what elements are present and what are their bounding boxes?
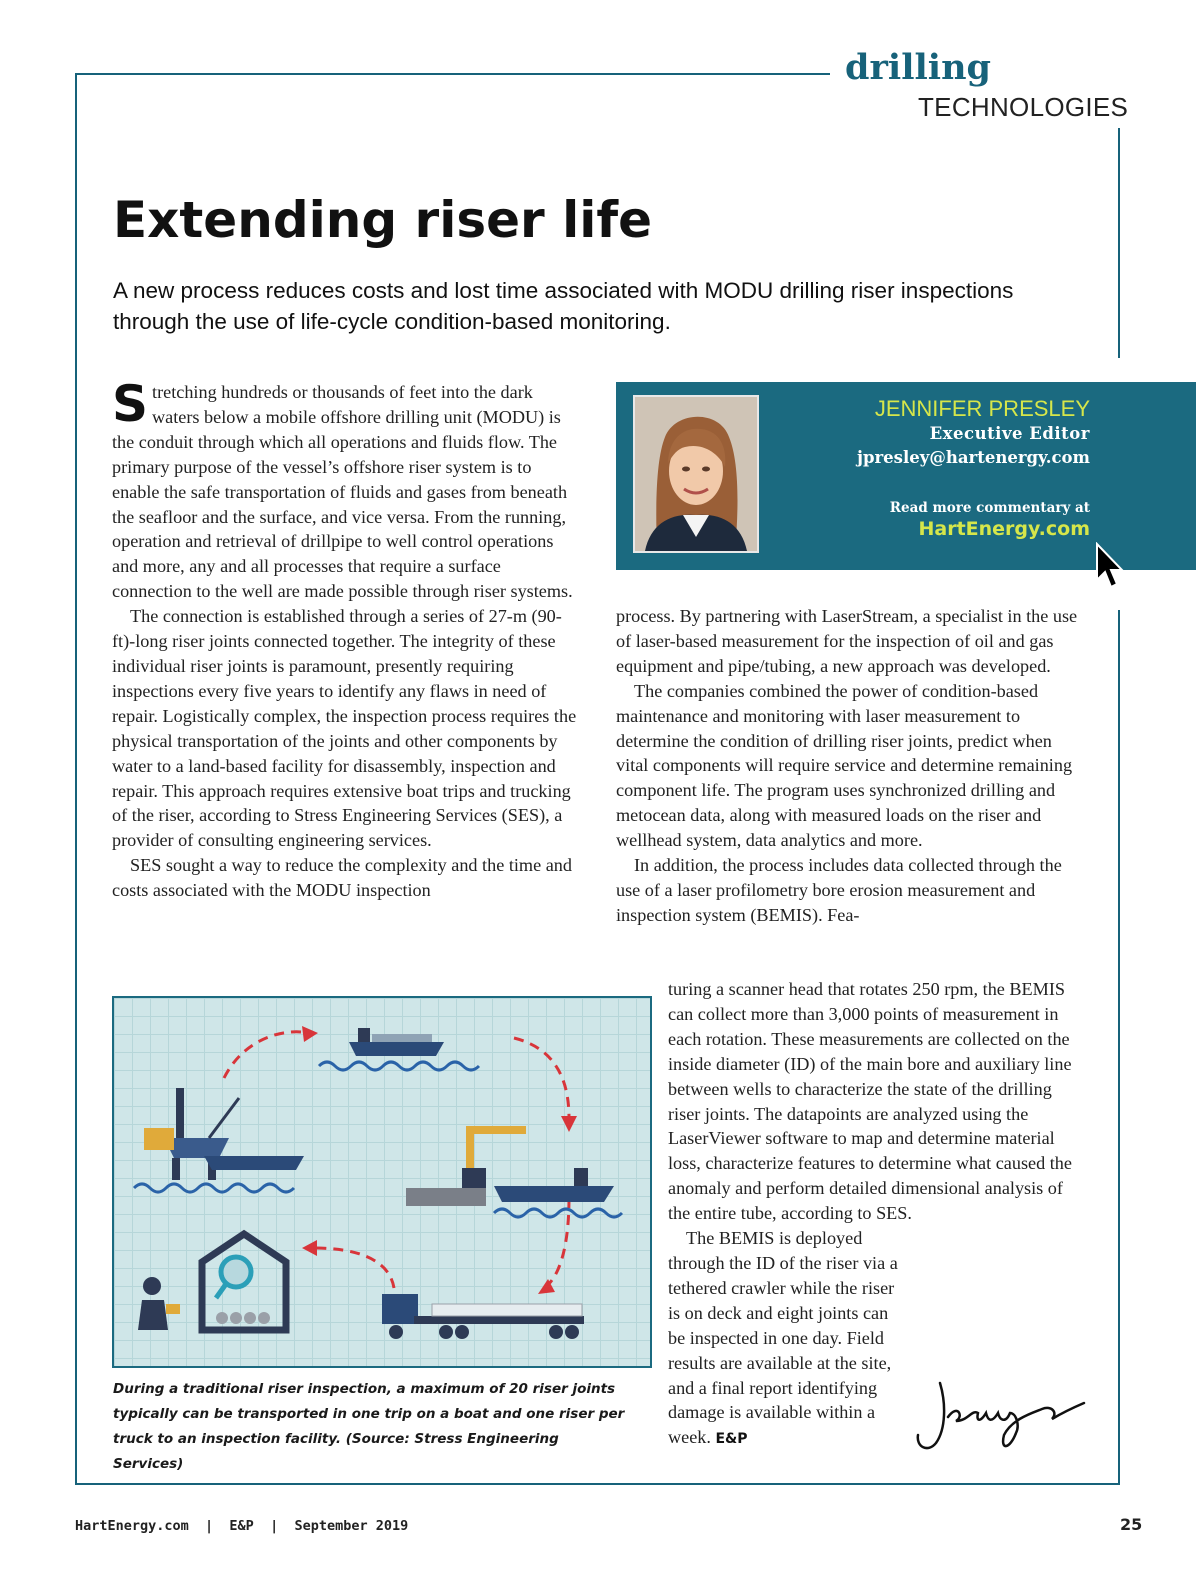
page-footer: HartEnergy.com | E&P | September 2019 (75, 1518, 409, 1534)
figure-caption: During a traditional riser inspection, a maximum of 20 riser joints typically can be transported in one trip on a boat and one riser per truck to an inspection facility. (Source: Stress Engineering Services) (113, 1381, 625, 1472)
body-column-left (112, 375, 580, 903)
author-name: JENNIFER PRESLEY (874, 396, 1090, 421)
body-column-middle (616, 604, 1082, 928)
port-crane (406, 1126, 622, 1217)
section-label: drilling (845, 47, 992, 88)
author-portrait-graphic (635, 397, 757, 551)
paragraph-2: The connection is established through a series of 27-m (90-ft)-long riser joints connected together. The integrity of these individual riser joints is paramount, presently requiring inspections every five years to identify any flaws in need of repair. Logistically complex, the inspection process requires the physical transportation of the joints and other components by water to a land-based facility for disassembly, inspection and repair. This approach requires extensive boat trips and trucking of the riser, according to Stress Engineering Services (SES), a provider of consulting engineering services. (112, 606, 577, 851)
signature-graphic (912, 1373, 1097, 1458)
frame-rule-right-lower (1118, 610, 1120, 1485)
paragraph-4: The companies combined the power of condition-based maintenance and monitoring with laser measurement to determine the condition of drilling riser joints, predict when vital components will require service and determine remaining component life. The program uses synchronized drilling and metocean data, along with measured loads on the riser and wellhead system, data analytics and more. (616, 680, 1073, 851)
section-sublabel: TECHNOLOGIES (918, 92, 1129, 122)
paragraph-5-continued: turing a scanner head that rotates 250 rpm, the BEMIS can collect more than 3,000 points of measurement in each rotation. These measurements are collected on the inside diameter (ID) of the main bore and auxiliary line between wells to characterize the state of the drilling riser joints. The datapoints are analyzed using the LaserViewer software to map and determine material loss, characterize features to determine what caused the anomaly and perform detailed dimensional analysis of the entire tube, according to SES. (668, 979, 1072, 1224)
paragraph-6-text: The BEMIS is deployed through the ID of the riser via a tethered crawler while the riser is on deck and eight joints can be inspected in one day. Field results are available at the site, and a final report identifying damage is available within a week. (668, 1228, 898, 1448)
author-photo (633, 395, 759, 553)
transport-truck (382, 1294, 584, 1339)
offshore-rig (134, 1088, 304, 1192)
end-mark: E&P (715, 1431, 748, 1448)
deck: A new process reduces costs and lost time associated with MODU drilling riser inspections through the use of life-cycle condition-based monitoring. (113, 278, 1014, 334)
inspection-facility (138, 1234, 286, 1330)
paragraph-3-continued: process. By partnering with LaserStream, a specialist in the use of laser-based measurement for the inspection of oil and gas equipment and pipe/tubing, a new approach was developed. (616, 606, 1078, 676)
supply-vessel-top (319, 1028, 479, 1070)
website-link[interactable]: HartEnergy.com (918, 518, 1090, 540)
headline: Extending riser life (113, 191, 653, 249)
author-role: Executive Editor (929, 424, 1090, 443)
paragraph-1 (112, 375, 580, 604)
riser-transport-diagram (114, 998, 650, 1366)
frame-rule-bottom (75, 1483, 1120, 1485)
read-more-label: Read more commentary at (889, 500, 1090, 516)
mouse-cursor-icon (1094, 542, 1124, 592)
paragraph-5: In addition, the process includes data collected through the use of a laser profilometry bore erosion measurement and inspection system (BEMIS). Fea- (616, 855, 1062, 925)
frame-rule-right-upper (1118, 128, 1120, 358)
frame-rule-top (75, 73, 830, 75)
figure-illustration (112, 996, 652, 1368)
paragraph-3: SES sought a way to reduce the complexity and the time and costs associated with the MODU inspection (112, 855, 572, 901)
paragraph-1-text: tretching hundreds or thousands of feet into the dark waters below a mobile offshore drilling unit (MODU) is the conduit through which all operations and fluids flow. The primary purpose of the vessel’s offshore riser system is to enable the safe transportation of fluids and gases from beneath the seafloor and the surface, and vice versa. From the running, operation and retrieval of drillpipe to well control operations and more, any and all processes that require a surface connection to the well are made possible through riser systems. (112, 382, 573, 602)
drop-cap: S (112, 375, 149, 433)
author-email-link[interactable]: jpresley@hartenergy.com (856, 448, 1090, 467)
page-number: 25 (1120, 1515, 1143, 1534)
frame-rule-left (75, 73, 77, 1485)
paragraph-6 (668, 1226, 904, 1452)
